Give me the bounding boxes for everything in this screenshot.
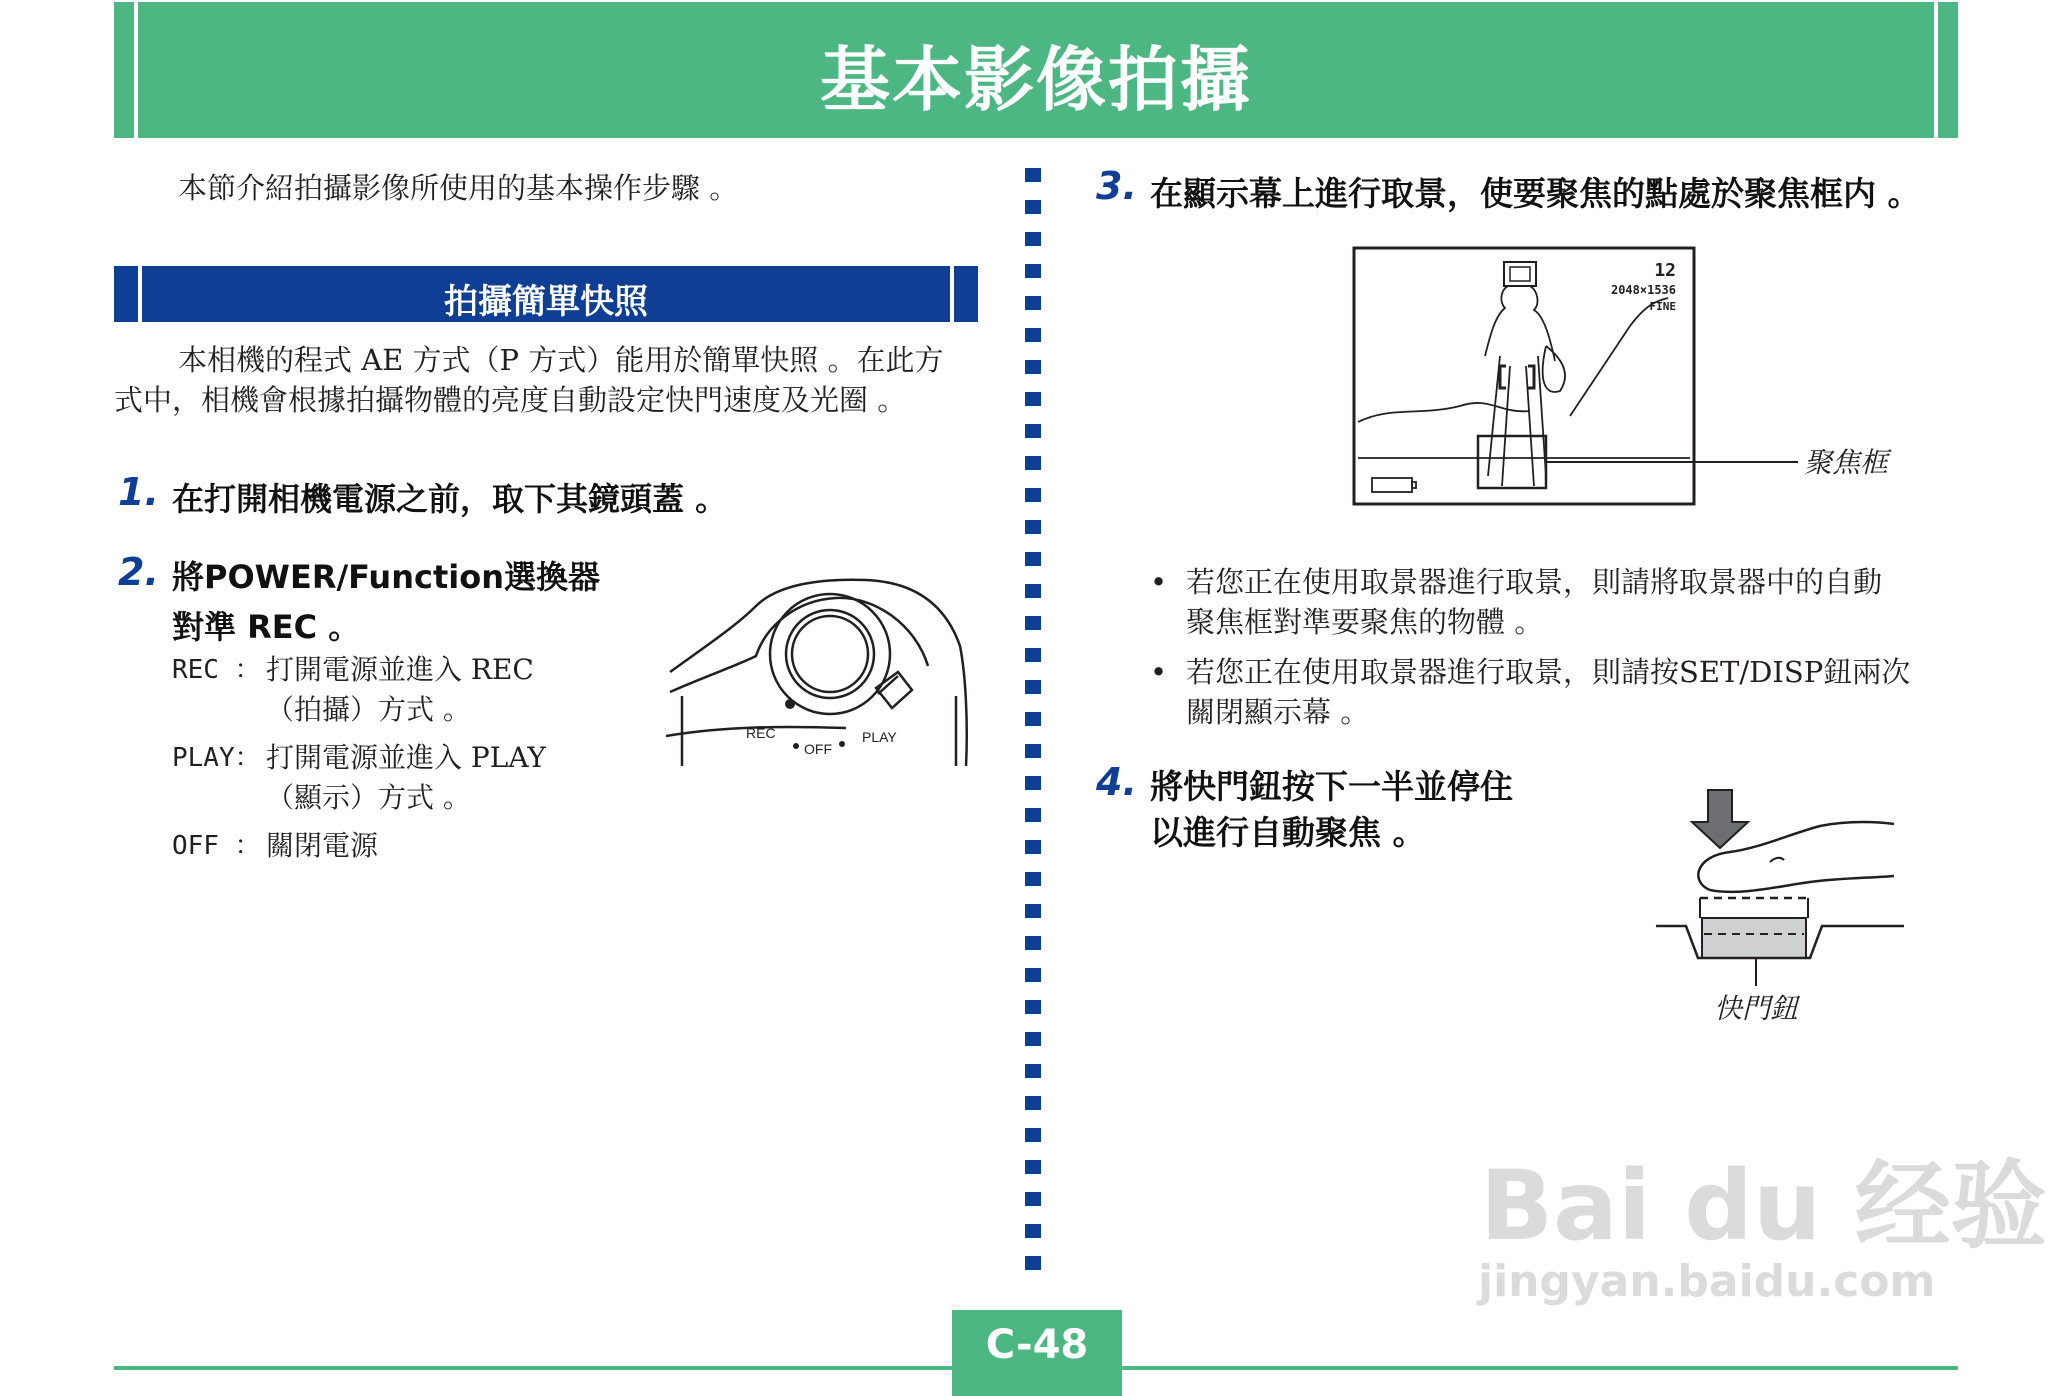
focus-frame-label: 聚焦框: [1804, 446, 1889, 479]
camera-dial-illustration: [666, 576, 986, 772]
image-size: 2048×1536: [1610, 283, 1676, 297]
bullet-list: [1150, 562, 1970, 732]
arrow-down-icon: [1692, 790, 1748, 848]
mode-option: OFF ： 關閉電源: [172, 829, 379, 862]
intro-text: 本節介紹拍攝影像所使用的基本操作步驟 。: [178, 171, 739, 205]
step-number: 2.: [118, 550, 159, 594]
list-item: • 若您正在使用取景器進行取景，則請按SET/DISP鈕兩次 關閉顯示幕 。: [1150, 655, 1911, 729]
step-number: 3.: [1096, 164, 1137, 208]
section-paragraph: 本相機的程式 AE 方式（P 方式）能用於簡單快照 。在此方 式中，相機會根據拍攝物體的亮度自動設定快門速度及光圈 。: [114, 343, 944, 417]
dial-label-off: OFF: [804, 741, 832, 757]
dial-label-rec: REC: [746, 725, 776, 741]
page-number-box: [952, 1310, 1122, 1396]
list-item: • 若您正在使用取景器進行取景，則請將取景器中的自動 聚焦框對準要聚焦的物體 。: [1150, 565, 1883, 639]
dial-label-play: PLAY: [862, 729, 897, 745]
page-header-banner: [114, 2, 1958, 138]
step-text: 將快門鈕按下一半並停住 以進行自動聚焦 。: [1150, 767, 1513, 852]
mode-option: PLAY： 打開電源並進入 PLAY （顯示）方式 。: [172, 741, 546, 814]
shutter-press-illustration: [1650, 786, 1910, 1026]
lcd-screen-illustration: [1350, 246, 1910, 516]
mode-option: REC ： 打開電源並進入 REC （拍攝）方式 。: [172, 653, 534, 726]
dial-indicator-dot: [785, 699, 795, 709]
section-title: 拍攝簡單快照: [444, 282, 648, 322]
step-number: 4.: [1096, 760, 1137, 804]
watermark-url: jingyan.baidu.com: [1478, 1256, 1936, 1307]
section-banner: [114, 266, 978, 322]
shutter-button-label: 快門鈕: [1713, 992, 1799, 1025]
step-text: 將POWER/Function選換器 對準 REC 。: [172, 558, 600, 646]
page-title: 基本影像拍攝: [820, 39, 1252, 121]
step-text: 在打開相機電源之前，取下其鏡頭蓋 。: [172, 480, 728, 518]
image-quality: FINE: [1649, 300, 1676, 313]
step-number: 1.: [118, 470, 159, 514]
watermark-brand: Bai du 经验: [1480, 1150, 2047, 1262]
shutter-button-shape: [1702, 918, 1806, 958]
shot-count: 12: [1654, 260, 1676, 281]
column-divider: [1025, 168, 1041, 1283]
page-number: C-48: [985, 1322, 1089, 1368]
mode-option-list: [172, 650, 672, 866]
step-text: 在顯示幕上進行取景，使要聚焦的點處於聚焦框内 。: [1150, 174, 1921, 213]
